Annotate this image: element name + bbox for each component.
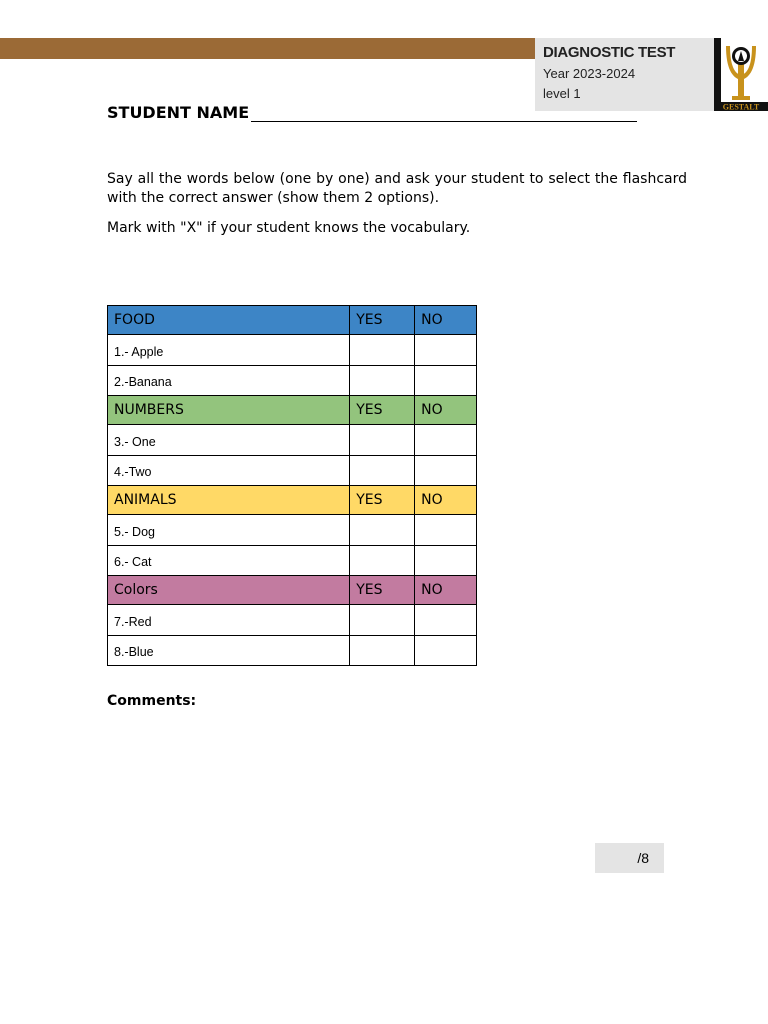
table-row: [108, 635, 477, 666]
yes-header: YES: [350, 396, 415, 425]
no-cell[interactable]: [415, 545, 477, 576]
category-row-colors: [108, 576, 477, 605]
table-row: [108, 335, 477, 366]
no-cell[interactable]: [415, 365, 477, 396]
yes-header: YES: [350, 306, 415, 335]
gestalt-logo-icon: [714, 38, 768, 111]
table-row: [108, 545, 477, 576]
table-row: [108, 425, 477, 456]
score-box: /8: [595, 843, 664, 873]
word-cell: 8.-Blue: [108, 635, 350, 666]
table-row: [108, 605, 477, 636]
no-cell[interactable]: [415, 605, 477, 636]
header-band: [0, 38, 535, 59]
yes-cell[interactable]: [350, 335, 415, 366]
test-title: DIAGNOSTIC TEST: [543, 44, 676, 61]
vocabulary-table: [107, 305, 477, 666]
yes-header: YES: [350, 486, 415, 515]
student-name-label: STUDENT NAME: [107, 103, 250, 122]
table-row: [108, 455, 477, 486]
word-cell: 5.- Dog: [108, 515, 350, 546]
yes-header: YES: [350, 576, 415, 605]
no-header: NO: [415, 396, 477, 425]
instruction-text-1: Say all the words below (one by one) and ask your student to select the flashcard with the correct answer (show them 2 options).: [107, 171, 687, 206]
category-row-food: [108, 306, 477, 335]
word-cell: 2.-Banana: [108, 365, 350, 396]
no-cell[interactable]: [415, 335, 477, 366]
word-cell: 6.- Cat: [108, 545, 350, 576]
test-level: level 1: [543, 86, 581, 101]
table-row: [108, 515, 477, 546]
category-label: Colors: [108, 576, 350, 605]
no-cell[interactable]: [415, 455, 477, 486]
no-header: NO: [415, 576, 477, 605]
school-year: Year 2023-2024: [543, 66, 636, 81]
header-info-box: [535, 38, 715, 111]
word-cell: 1.- Apple: [108, 335, 350, 366]
category-row-numbers: [108, 396, 477, 425]
yes-cell[interactable]: [350, 605, 415, 636]
table-row: [108, 365, 477, 396]
yes-cell[interactable]: [350, 515, 415, 546]
category-row-animals: [108, 486, 477, 515]
yes-cell[interactable]: [350, 365, 415, 396]
word-cell: 7.-Red: [108, 605, 350, 636]
no-cell[interactable]: [415, 425, 477, 456]
student-name-field[interactable]: [251, 121, 637, 122]
yes-cell[interactable]: [350, 455, 415, 486]
instruction-text-2: Mark with "X" if your student knows the vocabulary.: [107, 220, 471, 236]
no-header: NO: [415, 486, 477, 515]
yes-cell[interactable]: [350, 545, 415, 576]
no-cell[interactable]: [415, 635, 477, 666]
comments-label: Comments:: [107, 693, 197, 709]
no-header: NO: [415, 306, 477, 335]
yes-cell[interactable]: [350, 425, 415, 456]
no-cell[interactable]: [415, 515, 477, 546]
instructions: [107, 170, 687, 238]
category-label: ANIMALS: [108, 486, 350, 515]
word-cell: 4.-Two: [108, 455, 350, 486]
category-label: NUMBERS: [108, 396, 350, 425]
category-label: FOOD: [108, 306, 350, 335]
logo-text: GESTALT: [722, 102, 760, 111]
word-cell: 3.- One: [108, 425, 350, 456]
yes-cell[interactable]: [350, 635, 415, 666]
